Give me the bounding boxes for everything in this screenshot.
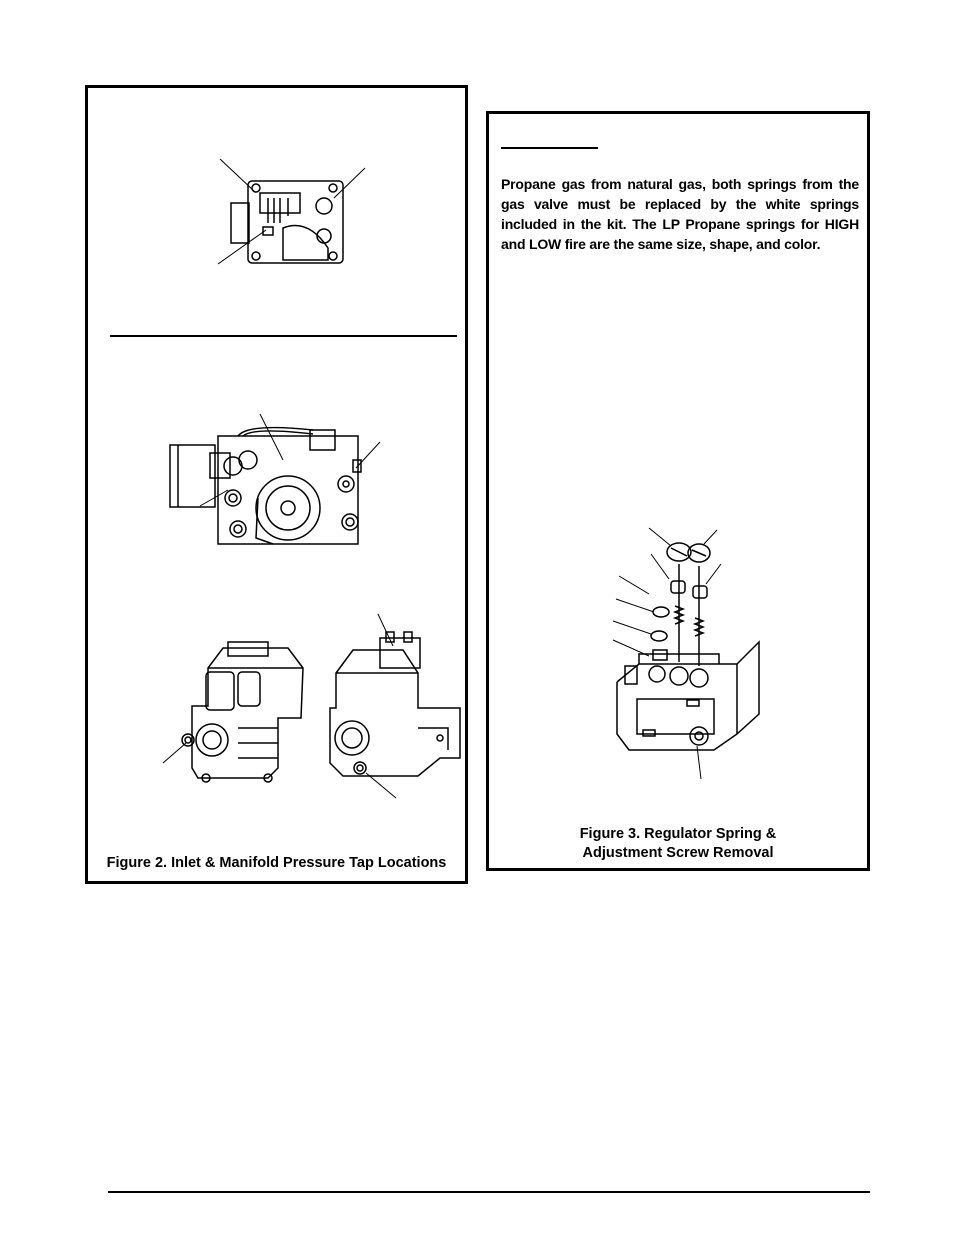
gas-valve-front-view-illustration	[88, 398, 468, 558]
propane-conversion-note: Propane gas from natural gas, both springs from the gas valve must be replaced by the white springs included in the kit. The LP Propane springs for HIGH and LOW fire are the same size, shape, and color.	[501, 176, 859, 252]
gas-valve-top-view-illustration	[88, 88, 468, 318]
gas-valve-perspective-illustrations	[88, 628, 468, 808]
footer-rule	[108, 1191, 870, 1193]
regulator-spring-removal-illustration	[489, 524, 869, 794]
figure-3-panel	[486, 111, 870, 871]
figure-divider	[110, 335, 457, 337]
note-heading-rule	[501, 147, 598, 149]
figure-2-panel	[85, 85, 468, 884]
figure-3-caption-line-1: Figure 3. Regulator Spring &	[579, 826, 777, 842]
figure-3-caption-line-2: Adjustment Screw Removal	[582, 845, 774, 861]
figure-3-caption	[489, 825, 867, 863]
figure-2-caption: Figure 2. Inlet & Manifold Pressure Tap Locations	[106, 855, 447, 871]
